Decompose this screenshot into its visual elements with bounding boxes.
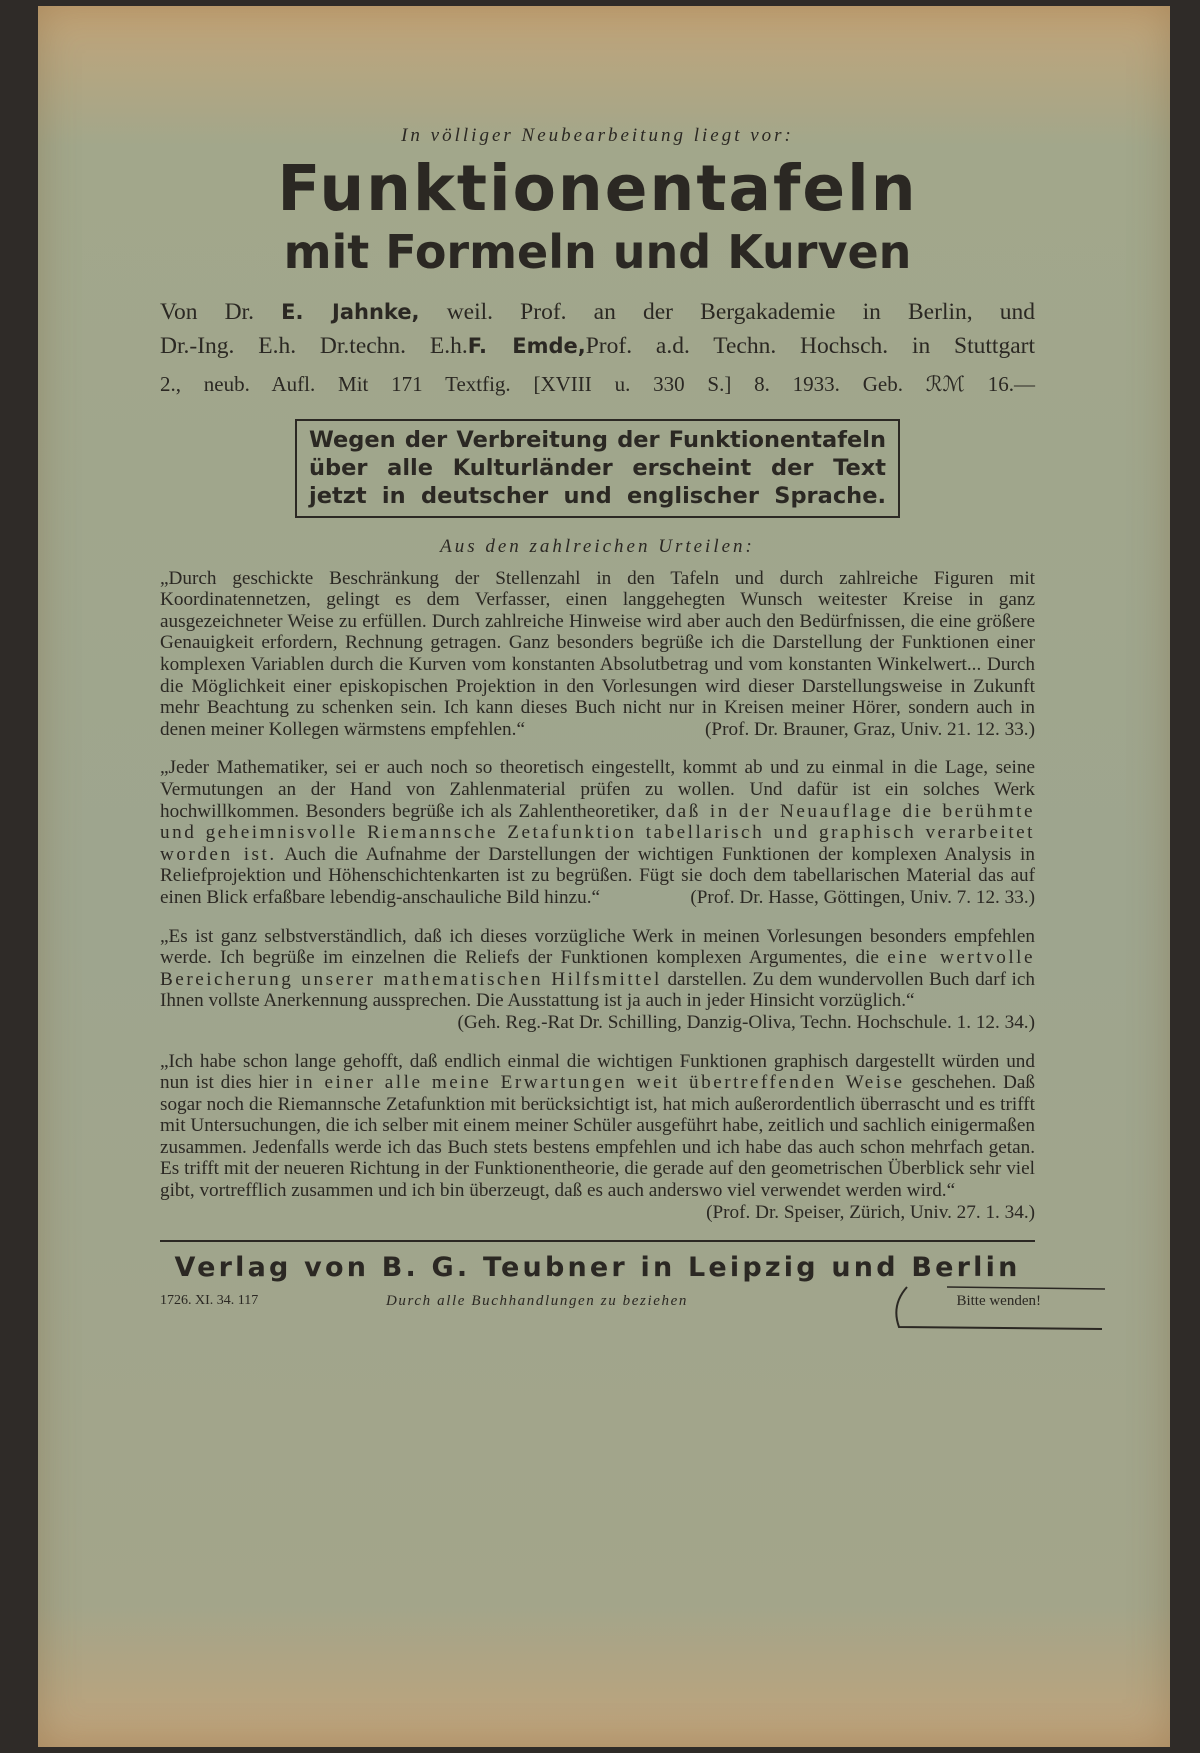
divider-rule	[160, 1240, 1035, 1242]
kicker-text: In völliger Neubearbeitung liegt vor:	[401, 125, 794, 146]
quote-text: „Jeder Mathematiker, sei er auch noch so theoretisch eingestellt, kommt ab und zu einmal in die Lage, seine Vermutungen an der Hand von Zahlenmaterial prüfen zu wollen. Und dafür ist ein solches Werk hochwillkommen. Besonders begrüße ich als Zahlentheoretiker,	[160, 757, 1035, 822]
quote-speiser	[160, 1051, 1035, 1224]
book-title: Funktionentafeln	[277, 152, 918, 225]
reviews-heading: Aus den zahlreichen Urteilen:	[440, 535, 755, 557]
publisher-line: Verlag von B. G. Teubner in Leipzig und Berlin	[174, 1252, 1021, 1284]
quote-source: (Geh. Reg.-Rat Dr. Schilling, Danzig-Oliva, Techn. Hochschule. 1. 12. 34.)	[457, 1011, 1035, 1033]
distribution-note: Durch alle Buchhandlungen zu beziehen	[386, 1293, 688, 1310]
quote-emphasis: daß in der Neuauflage die berühmte und geheimnisvolle Riemannsche Zetafunktion tabellarisch und graphisch verarbeitet worden ist.	[160, 800, 1036, 865]
quote-brauner	[160, 568, 1035, 741]
author-affiliation-2: Prof. a.d. Techn. Hochsch. in Stuttgart	[585, 332, 1035, 359]
author-title-2: Dr.-Ing. E.h. Dr.techn. E.h.	[160, 332, 468, 359]
author-line-1	[160, 295, 1035, 329]
quote-emphasis: in einer alle meine Erwartungen weit übertreffenden Weise	[295, 1072, 905, 1094]
author-line-2	[160, 329, 1035, 363]
footer	[160, 1289, 1041, 1337]
author-prefix: Von Dr.	[160, 298, 254, 325]
quote-text: Auch die Aufnahme der Darstellungen der wichtigen Funktionen der komplexen Analysis in Reliefprojektion und Höhenschichtenkarten ist zu begrüßen. Fügt sie doch dem tabellarischen Material das auf einen Blick erfaßbare lebendig-anschauliche Bild hinzu.“	[160, 843, 1035, 908]
edition-info: 2., neub. Aufl. Mit 171 Textfig. [XVIII u. 330 S.] 8. 1933. Geb. ℛℳ 16.—	[160, 371, 1035, 396]
quote-schilling	[160, 926, 1035, 1034]
author-affiliation-1: weil. Prof. an der Bergakademie in Berlin, und	[446, 298, 1036, 325]
quote-hasse	[160, 757, 1035, 908]
book-subtitle: mit Formeln und Kurven	[283, 225, 912, 280]
quote-text: „Es ist ganz selbstverständlich, daß ich dieses vorzügliche Werk in meinen Vorlesungen besonders empfehlen werde. Ich begrüße im einzelnen die Reliefs der Funktionen komplexen Argumentes, die	[160, 925, 1035, 969]
author-name-emde: F. Emde,	[467, 333, 586, 358]
quote-source: (Prof. Dr. Speiser, Zürich, Univ. 27. 1. 34.)	[706, 1201, 1035, 1223]
print-code: 1726. XI. 34. 117	[160, 1293, 259, 1309]
quote-emphasis: eine wertvolle Bereicherung unserer mathematischen Hilfsmittel	[160, 947, 1035, 990]
flyer-page	[160, 125, 1041, 1337]
notice-line-1: Wegen der Verbreitung der Funktionentafeln	[309, 426, 886, 453]
quote-source: (Prof. Dr. Brauner, Graz, Univ. 21. 12. 33.)	[705, 718, 1035, 740]
quote-text: darstellen. Zu dem wundervollen Buch darf ich Ihnen vollste Anerkennung aussprechen. Die Ausstattung ist ja auch in jeder Hinsicht vorzüglich.“	[160, 968, 1035, 1012]
notice-box-wrapper	[160, 419, 1035, 518]
quote-text: „Durch geschickte Beschränkung der Stellenzahl in den Tafeln und durch zahlreiche Figuren mit Koordinatennetzen, gelingt es dem Verfasser, einen langgehegten Wunsch weitester Kreise in ganz ausgezeichneter Weise zu erfüllen. Durch zahlreiche Hinweise wird aber auch den Bedürfnissen, die eine größere Genauigkeit erfordern, Rechnung getragen. Ganz besonders begrüße ich die Darstellung der Funktionen einer komplexen Variablen durch die Kurven vom konstanten Absolutbetrag und vom konstanten Winkelwert... Durch die Möglichkeit einer episkopischen Projektion in den Vorlesungen wird dieser Darstellungsweise in Zukunft mehr Beachtung zu schenken sein. Ich kann dieses Buch nicht nur in Kreisen meiner Hörer, sondern auch in denen meiner Kollegen wärmstens empfehlen.“	[160, 567, 1035, 740]
quote-text: „Ich habe schon lange gehofft, daß endlich einmal die wichtigen Funktionen graphisch dargestellt würden und nun ist dies hier	[160, 1050, 1035, 1094]
notice-box	[295, 419, 900, 518]
quote-text: geschehen. Daß sogar noch die Riemannsche Zetafunktion mit berücksichtigt ist, hat mich außerordentlich überrascht und es trifft mit Untersuchungen, die ich selber mit einem meiner Schüler ausgeführt habe, zeitlich und sachlich einigermaßen zusammen. Jedenfalls werde ich das Buch stets bestens empfehlen und ich habe das auch schon mehrfach getan. Es trifft mit der neueren Richtung in der Funktionentheorie, die gerade auf den geometrischen Überblick sehr viel gibt, vortrefflich zusammen und ich bin überzeugt, daß es auch anderswo viel verwendet werden wird.“	[160, 1072, 1035, 1202]
notice-line-3: jetzt in deutscher und englischer Sprache.	[309, 482, 886, 509]
quote-source: (Prof. Dr. Hasse, Göttingen, Univ. 7. 12. 33.)	[690, 886, 1035, 908]
turn-over-note: Bitte wenden!	[956, 1293, 1041, 1310]
author-name-jahnke: E. Jahnke,	[281, 299, 420, 324]
notice-line-2: über alle Kulturländer erscheint der Text	[309, 454, 886, 481]
